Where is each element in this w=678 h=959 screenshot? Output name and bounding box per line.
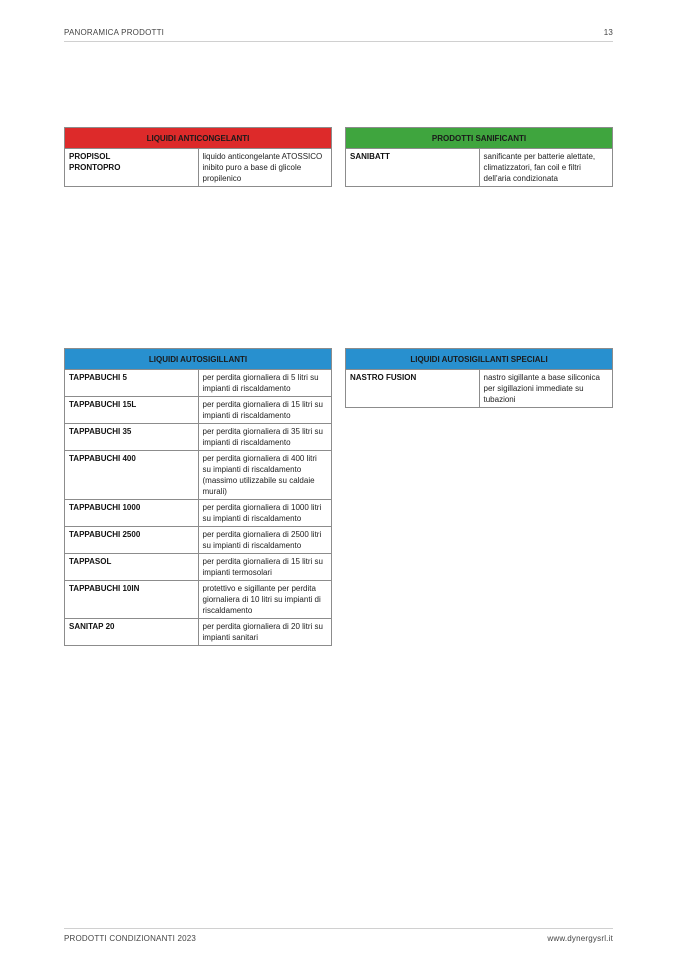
page-header (64, 26, 613, 42)
table-title: PRODOTTI SANIFICANTI (346, 128, 613, 149)
table-row (65, 500, 332, 527)
page-footer (64, 928, 613, 944)
section-title: PANORAMICA PRODOTTI (64, 27, 165, 37)
product-name: TAPPASOL (65, 554, 199, 581)
product-description: per perdita giornaliera di 20 litri su impianti sanitari (198, 619, 332, 646)
product-name: PROPISOL PRONTOPRO (65, 149, 199, 187)
product-name: TAPPABUCHI 400 (65, 451, 199, 500)
page-number: 13 (603, 27, 613, 37)
product-description: sanificante per batterie alettate, climatizzatori, fan coil e filtri dell'aria condizionata (479, 149, 613, 187)
product-description: per perdita giornaliera di 35 litri su impianti di riscaldamento (198, 424, 332, 451)
product-name: TAPPABUCHI 35 (65, 424, 199, 451)
product-description: per perdita giornaliera di 2500 litri su impianti di riscaldamento (198, 527, 332, 554)
product-name: TAPPABUCHI 10IN (65, 581, 199, 619)
product-name: SANIBATT (346, 149, 480, 187)
product-name: TAPPABUCHI 15L (65, 397, 199, 424)
product-name: TAPPABUCHI 2500 (65, 527, 199, 554)
table-row (65, 527, 332, 554)
table-row (65, 370, 332, 397)
product-description: per perdita giornaliera di 5 litri su impianti di riscaldamento (198, 370, 332, 397)
product-description: per perdita giornaliera di 15 litri su impianti termosolari (198, 554, 332, 581)
table-liquidi-anticongelanti (64, 127, 332, 187)
table-row (65, 619, 332, 646)
table-row (65, 554, 332, 581)
table-liquidi-autosigillanti (64, 348, 332, 646)
product-name: TAPPABUCHI 1000 (65, 500, 199, 527)
product-name: SANITAP 20 (65, 619, 199, 646)
table-row (65, 397, 332, 424)
table-liquidi-autosigillanti-speciali (345, 348, 613, 408)
table-row (65, 581, 332, 619)
product-description: per perdita giornaliera di 1000 litri su impianti di riscaldamento (198, 500, 332, 527)
product-name: NASTRO FUSION (346, 370, 480, 408)
product-description: per perdita giornaliera di 400 litri su impianti di riscaldamento (massimo utilizzabile su caldaie murali) (198, 451, 332, 500)
product-name: TAPPABUCHI 5 (65, 370, 199, 397)
table-row (346, 149, 613, 187)
table-row (65, 149, 332, 187)
table-title: LIQUIDI AUTOSIGILLANTI SPECIALI (346, 349, 613, 370)
product-description: liquido anticongelante ATOSSICO inibito puro a base di glicole propilenico (198, 149, 332, 187)
table-title: LIQUIDI ANTICONGELANTI (65, 128, 332, 149)
table-prodotti-sanificanti (345, 127, 613, 187)
table-row (65, 424, 332, 451)
table-title: LIQUIDI AUTOSIGILLANTI (65, 349, 332, 370)
footer-website: www.dynergysrl.it (547, 933, 613, 943)
product-description: nastro sigillante a base siliconica per sigillazioni immediate su tubazioni (479, 370, 613, 408)
product-description: per perdita giornaliera di 15 litri su impianti di riscaldamento (198, 397, 332, 424)
product-description: protettivo e sigillante per perdita giornaliera di 10 litri su impianti di riscaldamento (198, 581, 332, 619)
footer-title: PRODOTTI CONDIZIONANTI 2023 (64, 933, 197, 943)
table-row (65, 451, 332, 500)
table-row (346, 370, 613, 408)
